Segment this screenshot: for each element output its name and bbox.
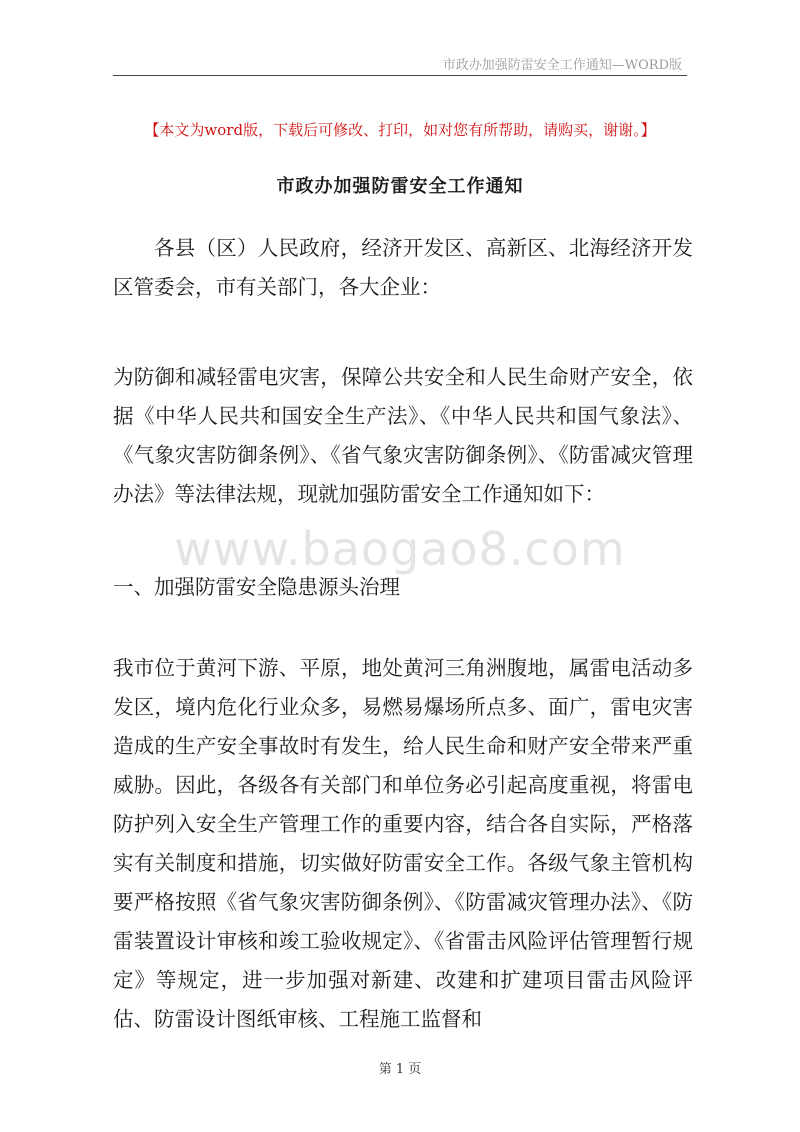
header-divider bbox=[113, 75, 687, 76]
body-paragraph: 我市位于黄河下游、平原，地处黄河三角洲腹地，属雷电活动多发区，境内危化行业众多，易燃易爆场所点多、面广，雷电灾害造成的生产安全事故时有发生，给人民生命和财产安全带来严重威胁。因此，各级各有关部门和单位务必引起高度重视，将雷电防护列入安全生产管理工作的重要内容，结合各自实际，严格落实有关制度和措施，切实做好防雷安全工作。各级气象主管机构要严格按照《省气象灾害防御条例》、《防雷减灾管理办法》、《防雷装置设计审核和竣工验收规定》、《省雷击风险评估管理暂行规定》等规定，进一步加强对新建、改建和扩建项目雷击风险评估、防雷设计图纸审核、工程施工监督和 bbox=[113, 656, 693, 1031]
page-number: 第 1 页 bbox=[378, 1062, 422, 1077]
watermark-text: www.baogao8.com bbox=[174, 522, 626, 576]
running-header: 市政办加强防雷安全工作通知—WORD版 bbox=[442, 58, 682, 73]
section-heading: 一、加强防雷安全隐患源头治理 bbox=[113, 575, 400, 599]
purchase-notice: 【本文为word版，下载后可修改、打印，如对您有所帮助，请购买，谢谢。】 bbox=[144, 121, 656, 139]
intro-paragraph: 为防御和减轻雷电灾害，保障公共安全和人民生命财产安全，依据《中华人民共和国安全生产法》、《中华人民共和国气象法》、《气象灾害防御条例》、《省气象灾害防御条例》、《防雷减灾管理办法》等法律法规，现就加强防雷安全工作通知如下： bbox=[113, 365, 693, 506]
salutation-paragraph: 各县（区）人民政府，经济开发区、高新区、北海经济开发区管委会，市有关部门，各大企业： bbox=[113, 236, 693, 299]
document-title: 市政办加强防雷安全工作通知 bbox=[276, 176, 524, 197]
